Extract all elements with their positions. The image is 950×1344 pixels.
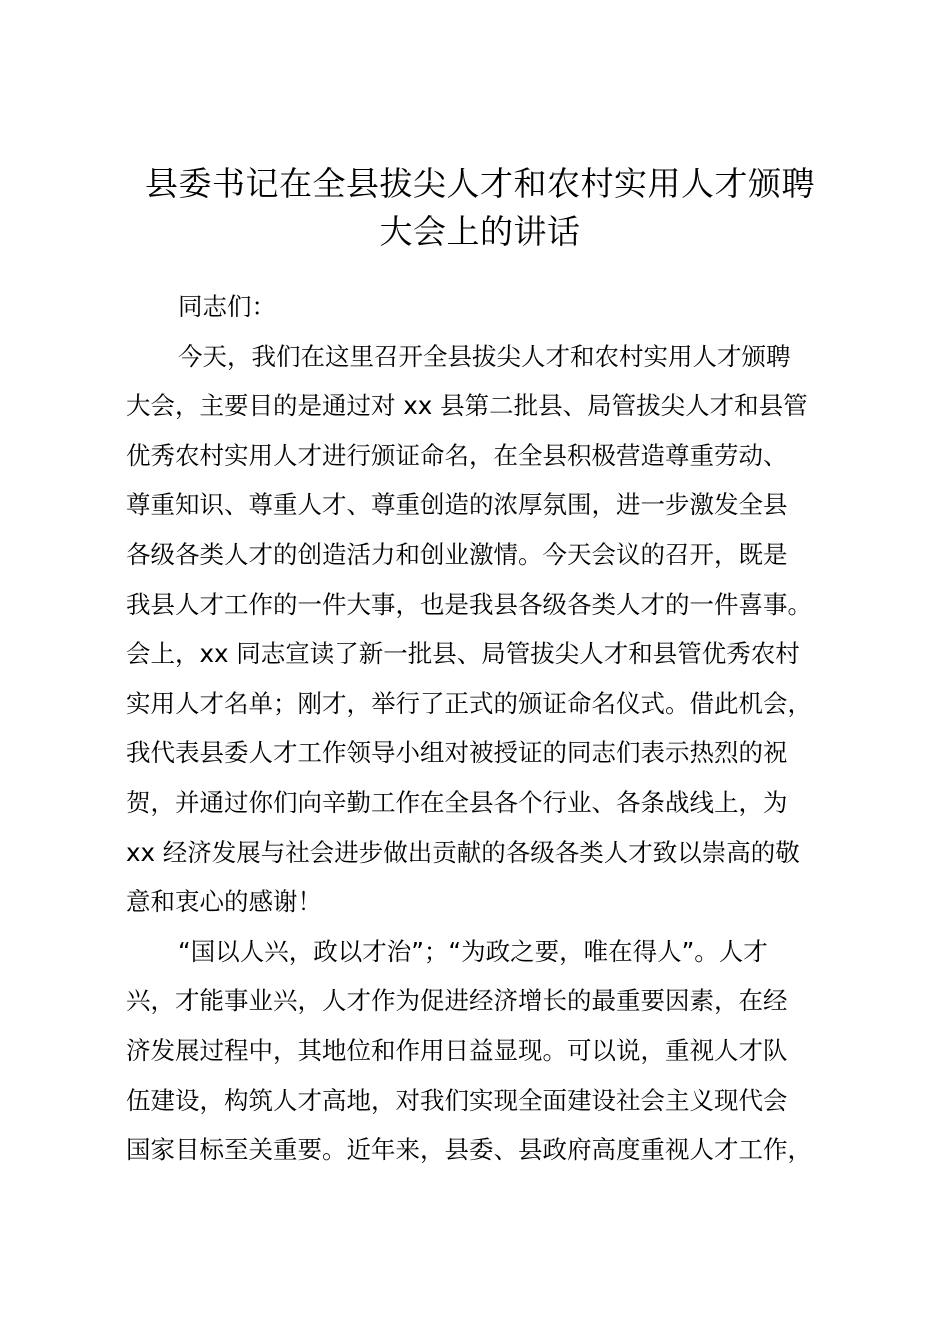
body-line: 尊重知识、尊重人才、尊重创造的浓厚氛围，进一步激发全县 (126, 490, 788, 520)
body-line: “国以人兴，政以才治”；“为政之要，唯在得人”。人才 (178, 936, 768, 966)
body-line: 实用人才名单；刚才，举行了正式的颁证命名仪式。借此机会， (126, 688, 812, 718)
body-line: 同志们： (178, 292, 276, 321)
body-line: 我代表县委人才工作领导小组对被授证的同志们表示热烈的祝 (126, 738, 788, 768)
body-line: 兴，才能事业兴，人才作为促进经济增长的最重要因素，在经 (126, 986, 788, 1016)
document-title (110, 160, 850, 256)
body-line: 各级各类人才的创造活力和创业激情。今天会议的召开，既是 (126, 539, 788, 569)
body-line: 济发展过程中，其地位和作用日益显现。可以说，重视人才队 (126, 1035, 788, 1065)
body-line: 大会，主要目的是通过对 xx 县第二批县、局管拔尖人才和县管 (126, 391, 808, 421)
body-line: 国家目标至关重要。近年来，县委、县政府高度重视人才工作， (126, 1135, 812, 1165)
document-body (126, 282, 856, 1175)
body-line: xx 经济发展与社会进步做出贡献的各级各类人才致以崇高的敬 (126, 837, 800, 867)
title-line-1: 县委书记在全县拔尖人才和农村实用人才颁聘 (145, 164, 815, 203)
body-line: 今天，我们在这里召开全县拔尖人才和农村实用人才颁聘 (178, 341, 791, 371)
title-line-2: 大会上的讲话 (379, 212, 581, 251)
body-line: 我县人才工作的一件大事，也是我县各级各类人才的一件喜事。 (126, 589, 812, 619)
body-line: 贺，并通过你们向辛勤工作在全县各个行业、各条战线上，为 (126, 787, 788, 817)
body-line: 优秀农村实用人才进行颁证命名，在全县积极营造尊重劳动、 (126, 440, 788, 470)
body-line: 意和衷心的感谢！ (126, 887, 322, 917)
body-line: 会上，xx 同志宣读了新一批县、局管拔尖人才和县管优秀农村 (126, 639, 800, 669)
body-line: 伍建设，构筑人才高地，对我们实现全面建设社会主义现代会 (126, 1085, 788, 1115)
